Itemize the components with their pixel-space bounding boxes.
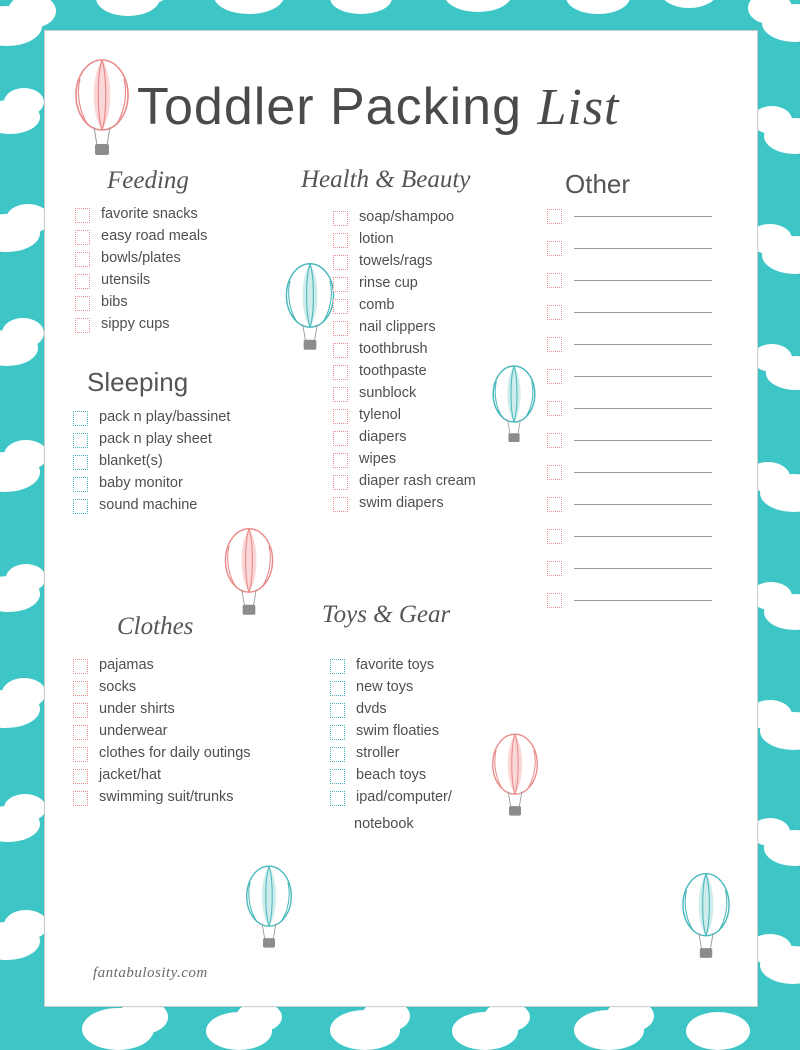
checkbox[interactable] xyxy=(333,343,348,358)
list-item-label: pack n play/bassinet xyxy=(99,409,231,425)
list-item[interactable] xyxy=(330,700,452,719)
list-sheet xyxy=(44,30,758,1007)
checkbox[interactable] xyxy=(333,233,348,248)
list-item[interactable] xyxy=(547,337,712,352)
list-item[interactable] xyxy=(73,700,251,719)
checkbox[interactable] xyxy=(330,791,345,806)
checkbox[interactable] xyxy=(330,747,345,762)
checkbox[interactable] xyxy=(547,209,562,224)
list-item-label: easy road meals xyxy=(101,228,208,244)
checkbox[interactable] xyxy=(73,433,88,448)
list-item-label: pajamas xyxy=(99,657,154,673)
hot-air-balloon-icon xyxy=(675,871,737,965)
checkbox[interactable] xyxy=(333,497,348,512)
checkbox[interactable] xyxy=(330,681,345,696)
checkbox[interactable] xyxy=(333,431,348,446)
title-row xyxy=(45,59,757,149)
checkbox[interactable] xyxy=(75,230,90,245)
list-item-label: diapers xyxy=(359,429,407,445)
list-item-label: under shirts xyxy=(99,701,175,717)
list-item[interactable] xyxy=(547,209,712,224)
section-heading-sleeping: Sleeping xyxy=(87,367,189,397)
checkbox[interactable] xyxy=(73,659,88,674)
list-item-label: clothes for daily outings xyxy=(99,745,251,761)
checkbox[interactable] xyxy=(333,453,348,468)
list-item[interactable] xyxy=(547,593,712,608)
list-item[interactable] xyxy=(547,529,712,544)
write-in-line[interactable] xyxy=(574,440,712,441)
list-item-label: diaper rash cream xyxy=(359,473,476,489)
checkbox[interactable] xyxy=(333,475,348,490)
checkbox[interactable] xyxy=(73,747,88,762)
list-item[interactable] xyxy=(547,497,712,512)
checkbox[interactable] xyxy=(333,255,348,270)
list-item[interactable] xyxy=(547,561,712,576)
hot-air-balloon-icon xyxy=(239,863,299,955)
hot-air-balloon-icon xyxy=(67,57,137,163)
list-item[interactable] xyxy=(333,450,476,469)
checkbox[interactable] xyxy=(75,296,90,311)
checklist-sleeping xyxy=(73,408,230,518)
list-item-label: toothbrush xyxy=(359,341,428,357)
list-item-label: new toys xyxy=(356,679,414,695)
checkbox[interactable] xyxy=(547,593,562,608)
list-item-label: lotion xyxy=(359,231,394,247)
checkbox[interactable] xyxy=(330,725,345,740)
checklist-other xyxy=(547,209,712,625)
write-in-line[interactable] xyxy=(574,504,712,505)
write-in-line[interactable] xyxy=(574,248,712,249)
checkbox[interactable] xyxy=(73,455,88,470)
checkbox[interactable] xyxy=(75,208,90,223)
list-item[interactable] xyxy=(73,656,251,675)
checkbox[interactable] xyxy=(73,681,88,696)
list-item[interactable] xyxy=(333,472,476,491)
list-item[interactable] xyxy=(73,744,251,763)
list-item[interactable] xyxy=(333,208,476,227)
page-title xyxy=(137,77,620,137)
list-item-label: baby monitor xyxy=(99,475,183,491)
list-item[interactable] xyxy=(547,305,712,320)
checkbox[interactable] xyxy=(73,791,88,806)
section-heading-toys-gear: Toys & Gear xyxy=(322,601,451,628)
checklist-feeding xyxy=(75,205,207,337)
list-item[interactable] xyxy=(75,227,207,246)
checkbox[interactable] xyxy=(547,241,562,256)
checkbox[interactable] xyxy=(73,725,88,740)
write-in-line[interactable] xyxy=(574,568,712,569)
checkbox[interactable] xyxy=(547,305,562,320)
checkbox[interactable] xyxy=(330,659,345,674)
list-item-label: blanket(s) xyxy=(99,453,163,469)
list-item-label: sunblock xyxy=(359,385,417,401)
section-heading-clothes: Clothes xyxy=(117,613,194,640)
list-item-label: jacket/hat xyxy=(99,767,162,783)
list-item-label: socks xyxy=(99,679,137,695)
list-item[interactable] xyxy=(330,788,452,807)
list-item[interactable] xyxy=(73,452,230,471)
list-item-label: rinse cup xyxy=(359,275,418,291)
section-heading-health-beauty: Health & Beauty xyxy=(301,166,471,193)
list-item[interactable] xyxy=(73,496,230,515)
write-in-line[interactable] xyxy=(574,600,712,601)
list-item[interactable] xyxy=(73,678,251,697)
checkbox[interactable] xyxy=(330,769,345,784)
write-in-line[interactable] xyxy=(574,312,712,313)
write-in-line[interactable] xyxy=(574,280,712,281)
checkbox[interactable] xyxy=(547,337,562,352)
checkbox[interactable] xyxy=(333,277,348,292)
checklist-clothes xyxy=(73,656,251,810)
checkbox[interactable] xyxy=(73,703,88,718)
checkbox[interactable] xyxy=(75,274,90,289)
checkbox[interactable] xyxy=(75,252,90,267)
list-item[interactable] xyxy=(330,678,452,697)
list-item[interactable] xyxy=(547,241,712,256)
checkbox[interactable] xyxy=(333,365,348,380)
list-item[interactable] xyxy=(547,401,712,416)
checkbox[interactable] xyxy=(547,273,562,288)
checkbox[interactable] xyxy=(73,499,88,514)
list-item-label: favorite toys xyxy=(356,657,435,673)
list-item-label: wipes xyxy=(359,451,397,467)
list-item-label: sippy cups xyxy=(101,316,170,332)
checkbox[interactable] xyxy=(333,387,348,402)
section-heading-feeding: Feeding xyxy=(107,167,189,194)
checkbox[interactable] xyxy=(333,321,348,336)
list-item-continuation xyxy=(330,815,452,834)
list-item-label: beach toys xyxy=(356,767,427,783)
list-item-label: dvds xyxy=(356,701,387,717)
checkbox[interactable] xyxy=(547,561,562,576)
list-item[interactable] xyxy=(547,465,712,480)
list-item-label: ipad/computer/ xyxy=(356,789,452,805)
hot-air-balloon-icon xyxy=(217,526,281,622)
checkbox[interactable] xyxy=(547,369,562,384)
checkbox[interactable] xyxy=(547,401,562,416)
section-heading-other: Other xyxy=(565,169,631,199)
checkbox[interactable] xyxy=(330,703,345,718)
checkbox[interactable] xyxy=(333,299,348,314)
checkbox[interactable] xyxy=(547,433,562,448)
list-item-label: utensils xyxy=(101,272,151,288)
list-item[interactable] xyxy=(75,293,207,312)
list-item-label: notebook xyxy=(354,816,414,832)
list-item-label: bibs xyxy=(101,294,128,310)
site-credit: fantabulosity.com xyxy=(93,965,208,981)
write-in-line[interactable] xyxy=(574,344,712,345)
list-item-label: bowls/plates xyxy=(101,250,181,266)
list-item-label: tylenol xyxy=(359,407,401,423)
list-item-label: favorite snacks xyxy=(101,206,198,222)
list-item[interactable] xyxy=(73,766,251,785)
list-item[interactable] xyxy=(330,766,452,785)
list-item-label: swim floaties xyxy=(356,723,439,739)
hot-air-balloon-icon xyxy=(485,731,545,823)
list-item[interactable] xyxy=(333,296,476,315)
checkbox[interactable] xyxy=(547,465,562,480)
list-item[interactable] xyxy=(333,494,476,513)
checkbox[interactable] xyxy=(73,477,88,492)
write-in-line[interactable] xyxy=(574,216,712,217)
write-in-line[interactable] xyxy=(574,376,712,377)
list-item[interactable] xyxy=(333,406,476,425)
hot-air-balloon-icon xyxy=(486,363,542,449)
list-item-label: underwear xyxy=(99,723,168,739)
list-item-label: toothpaste xyxy=(359,363,427,379)
list-item-label: stroller xyxy=(356,745,400,761)
checkbox[interactable] xyxy=(75,318,90,333)
list-item[interactable] xyxy=(75,205,207,224)
list-item-label: sound machine xyxy=(99,497,198,513)
checkbox[interactable] xyxy=(333,409,348,424)
list-item[interactable] xyxy=(333,318,476,337)
list-item-label: soap/shampoo xyxy=(359,209,455,225)
checkbox[interactable] xyxy=(333,211,348,226)
list-item[interactable] xyxy=(333,252,476,271)
list-item[interactable] xyxy=(73,722,251,741)
checkbox[interactable] xyxy=(73,411,88,426)
list-item[interactable] xyxy=(333,274,476,293)
list-item[interactable] xyxy=(330,656,452,675)
list-item-label: swim diapers xyxy=(359,495,444,511)
list-item[interactable] xyxy=(333,230,476,249)
list-item[interactable] xyxy=(547,369,712,384)
checkbox[interactable] xyxy=(547,497,562,512)
list-item[interactable] xyxy=(75,249,207,268)
list-item-label: nail clippers xyxy=(359,319,436,335)
list-item-label: swimming suit/trunks xyxy=(99,789,234,805)
list-item[interactable] xyxy=(547,433,712,448)
list-item-label: comb xyxy=(359,297,395,313)
list-item[interactable] xyxy=(75,271,207,290)
list-item[interactable] xyxy=(73,788,251,807)
list-item[interactable] xyxy=(333,428,476,447)
list-item-label: towels/rags xyxy=(359,253,433,269)
list-item[interactable] xyxy=(330,744,452,763)
list-item[interactable] xyxy=(73,474,230,493)
list-item[interactable] xyxy=(333,340,476,359)
list-item[interactable] xyxy=(73,408,230,427)
write-in-line[interactable] xyxy=(574,472,712,473)
checklist-toys-gear xyxy=(330,656,452,837)
list-item[interactable] xyxy=(75,315,207,334)
checkbox[interactable] xyxy=(73,769,88,784)
write-in-line[interactable] xyxy=(574,408,712,409)
list-item[interactable] xyxy=(333,362,476,381)
write-in-line[interactable] xyxy=(574,536,712,537)
checkbox[interactable] xyxy=(547,529,562,544)
list-item[interactable] xyxy=(330,722,452,741)
page-title-script: List xyxy=(537,79,620,136)
list-item[interactable] xyxy=(547,273,712,288)
list-item[interactable] xyxy=(73,430,230,449)
checklist-health-beauty xyxy=(333,208,476,516)
list-item[interactable] xyxy=(333,384,476,403)
page-title-main: Toddler Packing xyxy=(137,78,538,136)
list-item-label: pack n play sheet xyxy=(99,431,212,447)
